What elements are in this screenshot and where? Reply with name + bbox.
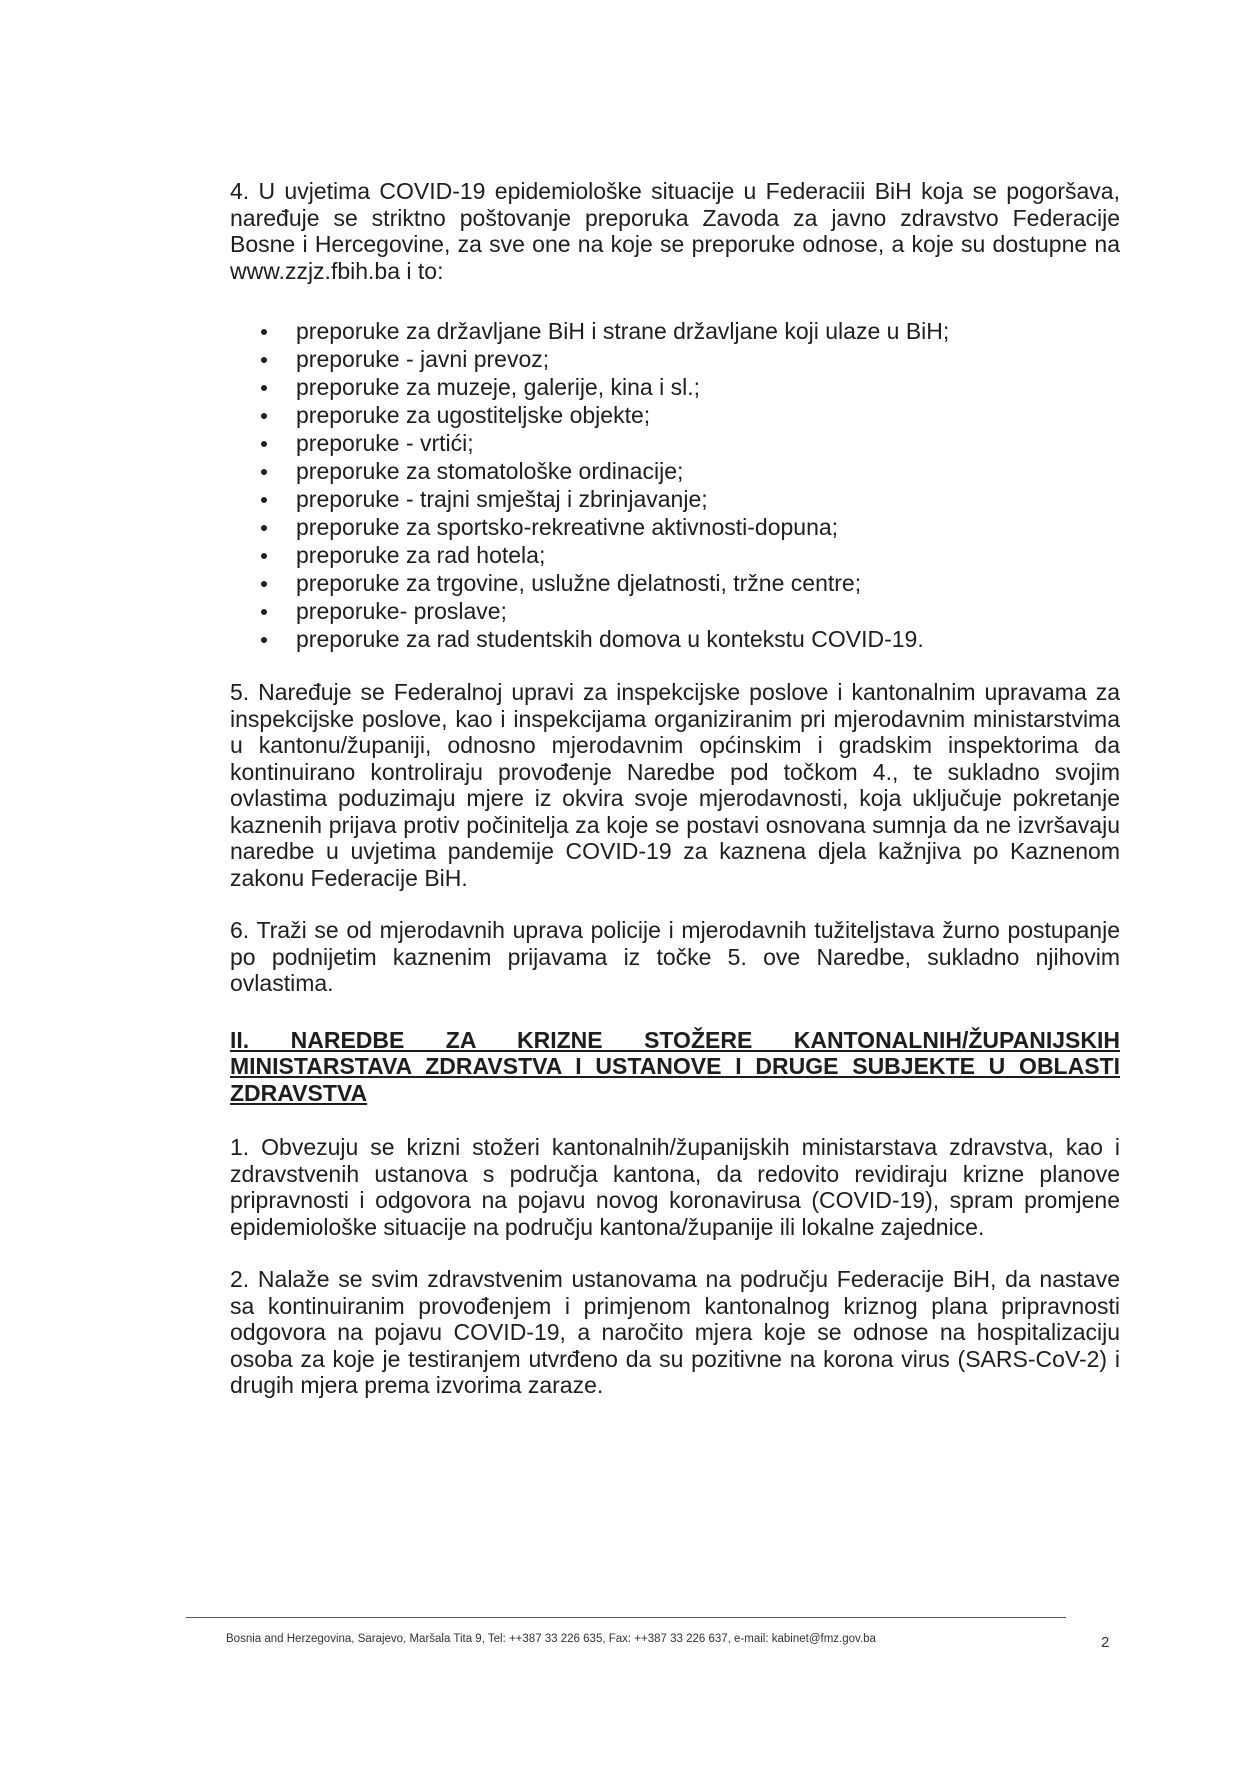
bullet-icon <box>261 469 267 475</box>
paragraph-5: 5. Naređuje se Federalnoj upravi za inspekcijske poslove i kantonalnim upravama za inspekcijske poslove, kao i inspekcijama organiziranim pri mjerodavnim ministarstvima u kantonu/županiji, odnosno mjerodavnim općinskim i gradskim inspektorima da kontinuirano kontroliraju provođenje Naredbe pod točkom 4., te sukladno svojim ovlastima poduzimaju mjere iz okvira svoje mjerodavnosti, koja uključuje pokretanje kaznenih prijava protiv počinitelja za koje se postavi osnovana sumnja da ne izvršavaju naredbe u uvjetima pandemije COVID-19 za kaznena djela kažnjiva po Kaznenom zakonu Federacije BiH. <box>230 679 1120 891</box>
document-body <box>230 178 1120 1399</box>
paragraph-6: 6. Traži se od mjerodavnih uprava policije i mjerodavnih tužiteljstava žurno postupanje po podnijetim kaznenim prijavama iz točke 5. ove Naredbe, sukladno njihovim ovlastima. <box>230 917 1120 996</box>
section-2-item-1: 1. Obvezuju se krizni stožeri kantonalnih/županijskih ministarstava zdravstva, kao i zdravstvenih ustanova s područja kantona, da redovito revidiraju krizne planove pripravnosti i odgovora na pojavu novog koronavirusa (COVID-19), spram promjene epidemiološke situacije na području kantona/županije ili lokalne zajednice. <box>230 1134 1120 1240</box>
list-item: preporuke za ugostiteljske objekte; <box>230 401 1120 429</box>
list-item: preporuke za stomatološke ordinacije; <box>230 457 1120 485</box>
list-item: preporuke za muzeje, galerije, kina i sl.; <box>230 373 1120 401</box>
bullet-icon <box>261 385 267 391</box>
bullet-icon <box>261 553 267 559</box>
bullet-icon <box>261 637 267 643</box>
list-item: preporuke - trajni smještaj i zbrinjavanje; <box>230 485 1120 513</box>
bullet-icon <box>261 357 267 363</box>
recommendations-list <box>230 317 1120 653</box>
list-item: preporuke za rad hotela; <box>230 541 1120 569</box>
bullet-icon <box>261 525 267 531</box>
bullet-icon <box>261 497 267 503</box>
list-item: preporuke- proslave; <box>230 597 1120 625</box>
page-number: 2 <box>1101 1634 1110 1651</box>
bullet-icon <box>261 581 267 587</box>
paragraph-4: 4. U uvjetima COVID-19 epidemiološke situacije u Federaciii BiH koja se pogoršava, naređuje se striktno poštovanje preporuka Zavoda za javno zdravstvo Federacije Bosne i Hercegovine, za sve one na koje se preporuke odnose, a koje su dostupne na www.zzjz.fbih.ba i to: <box>230 178 1120 284</box>
list-item: preporuke za rad studentskih domova u kontekstu COVID-19. <box>230 625 1120 653</box>
list-item: preporuke za sportsko-rekreativne aktivnosti-dopuna; <box>230 513 1120 541</box>
bullet-icon <box>261 609 267 615</box>
list-item: preporuke za državljane BiH i strane državljane koji ulaze u BiH; <box>230 317 1120 345</box>
bullet-icon <box>261 329 267 335</box>
footer-address: Bosnia and Herzegovina, Sarajevo, Maršala Tita 9, Tel: ++387 33 226 635, Fax: ++387 33 226 637, e-mail: kabinet@fmz.gov.ba <box>226 1633 876 1645</box>
section-2-heading: II. NAREDBE ZA KRIZNE STOŽERE KANTONALNIH/ŽUPANIJSKIH MINISTARSTAVA ZDRAVSTVA I USTANOVE I DRUGE SUBJEKTE U OBLASTI ZDRAVSTVA <box>230 1026 1120 1106</box>
list-item: preporuke za trgovine, uslužne djelatnosti, tržne centre; <box>230 569 1120 597</box>
list-item: preporuke - vrtići; <box>230 429 1120 457</box>
bullet-icon <box>261 413 267 419</box>
bullet-icon <box>261 441 267 447</box>
list-item: preporuke - javni prevoz; <box>230 345 1120 373</box>
footer-divider <box>186 1617 1066 1618</box>
section-2-item-2: 2. Nalaže se svim zdravstvenim ustanovama na području Federacije BiH, da nastave sa kontinuiranim provođenjem i primjenom kantonalnog kriznog plana pripravnosti odgovora na pojavu COVID-19, a naročito mjera koje se odnose na hospitalizaciju osoba za koje je testiranjem utvrđeno da su pozitivne na korona virus (SARS-CoV-2) i drugih mjera prema izvorima zaraze. <box>230 1266 1120 1398</box>
